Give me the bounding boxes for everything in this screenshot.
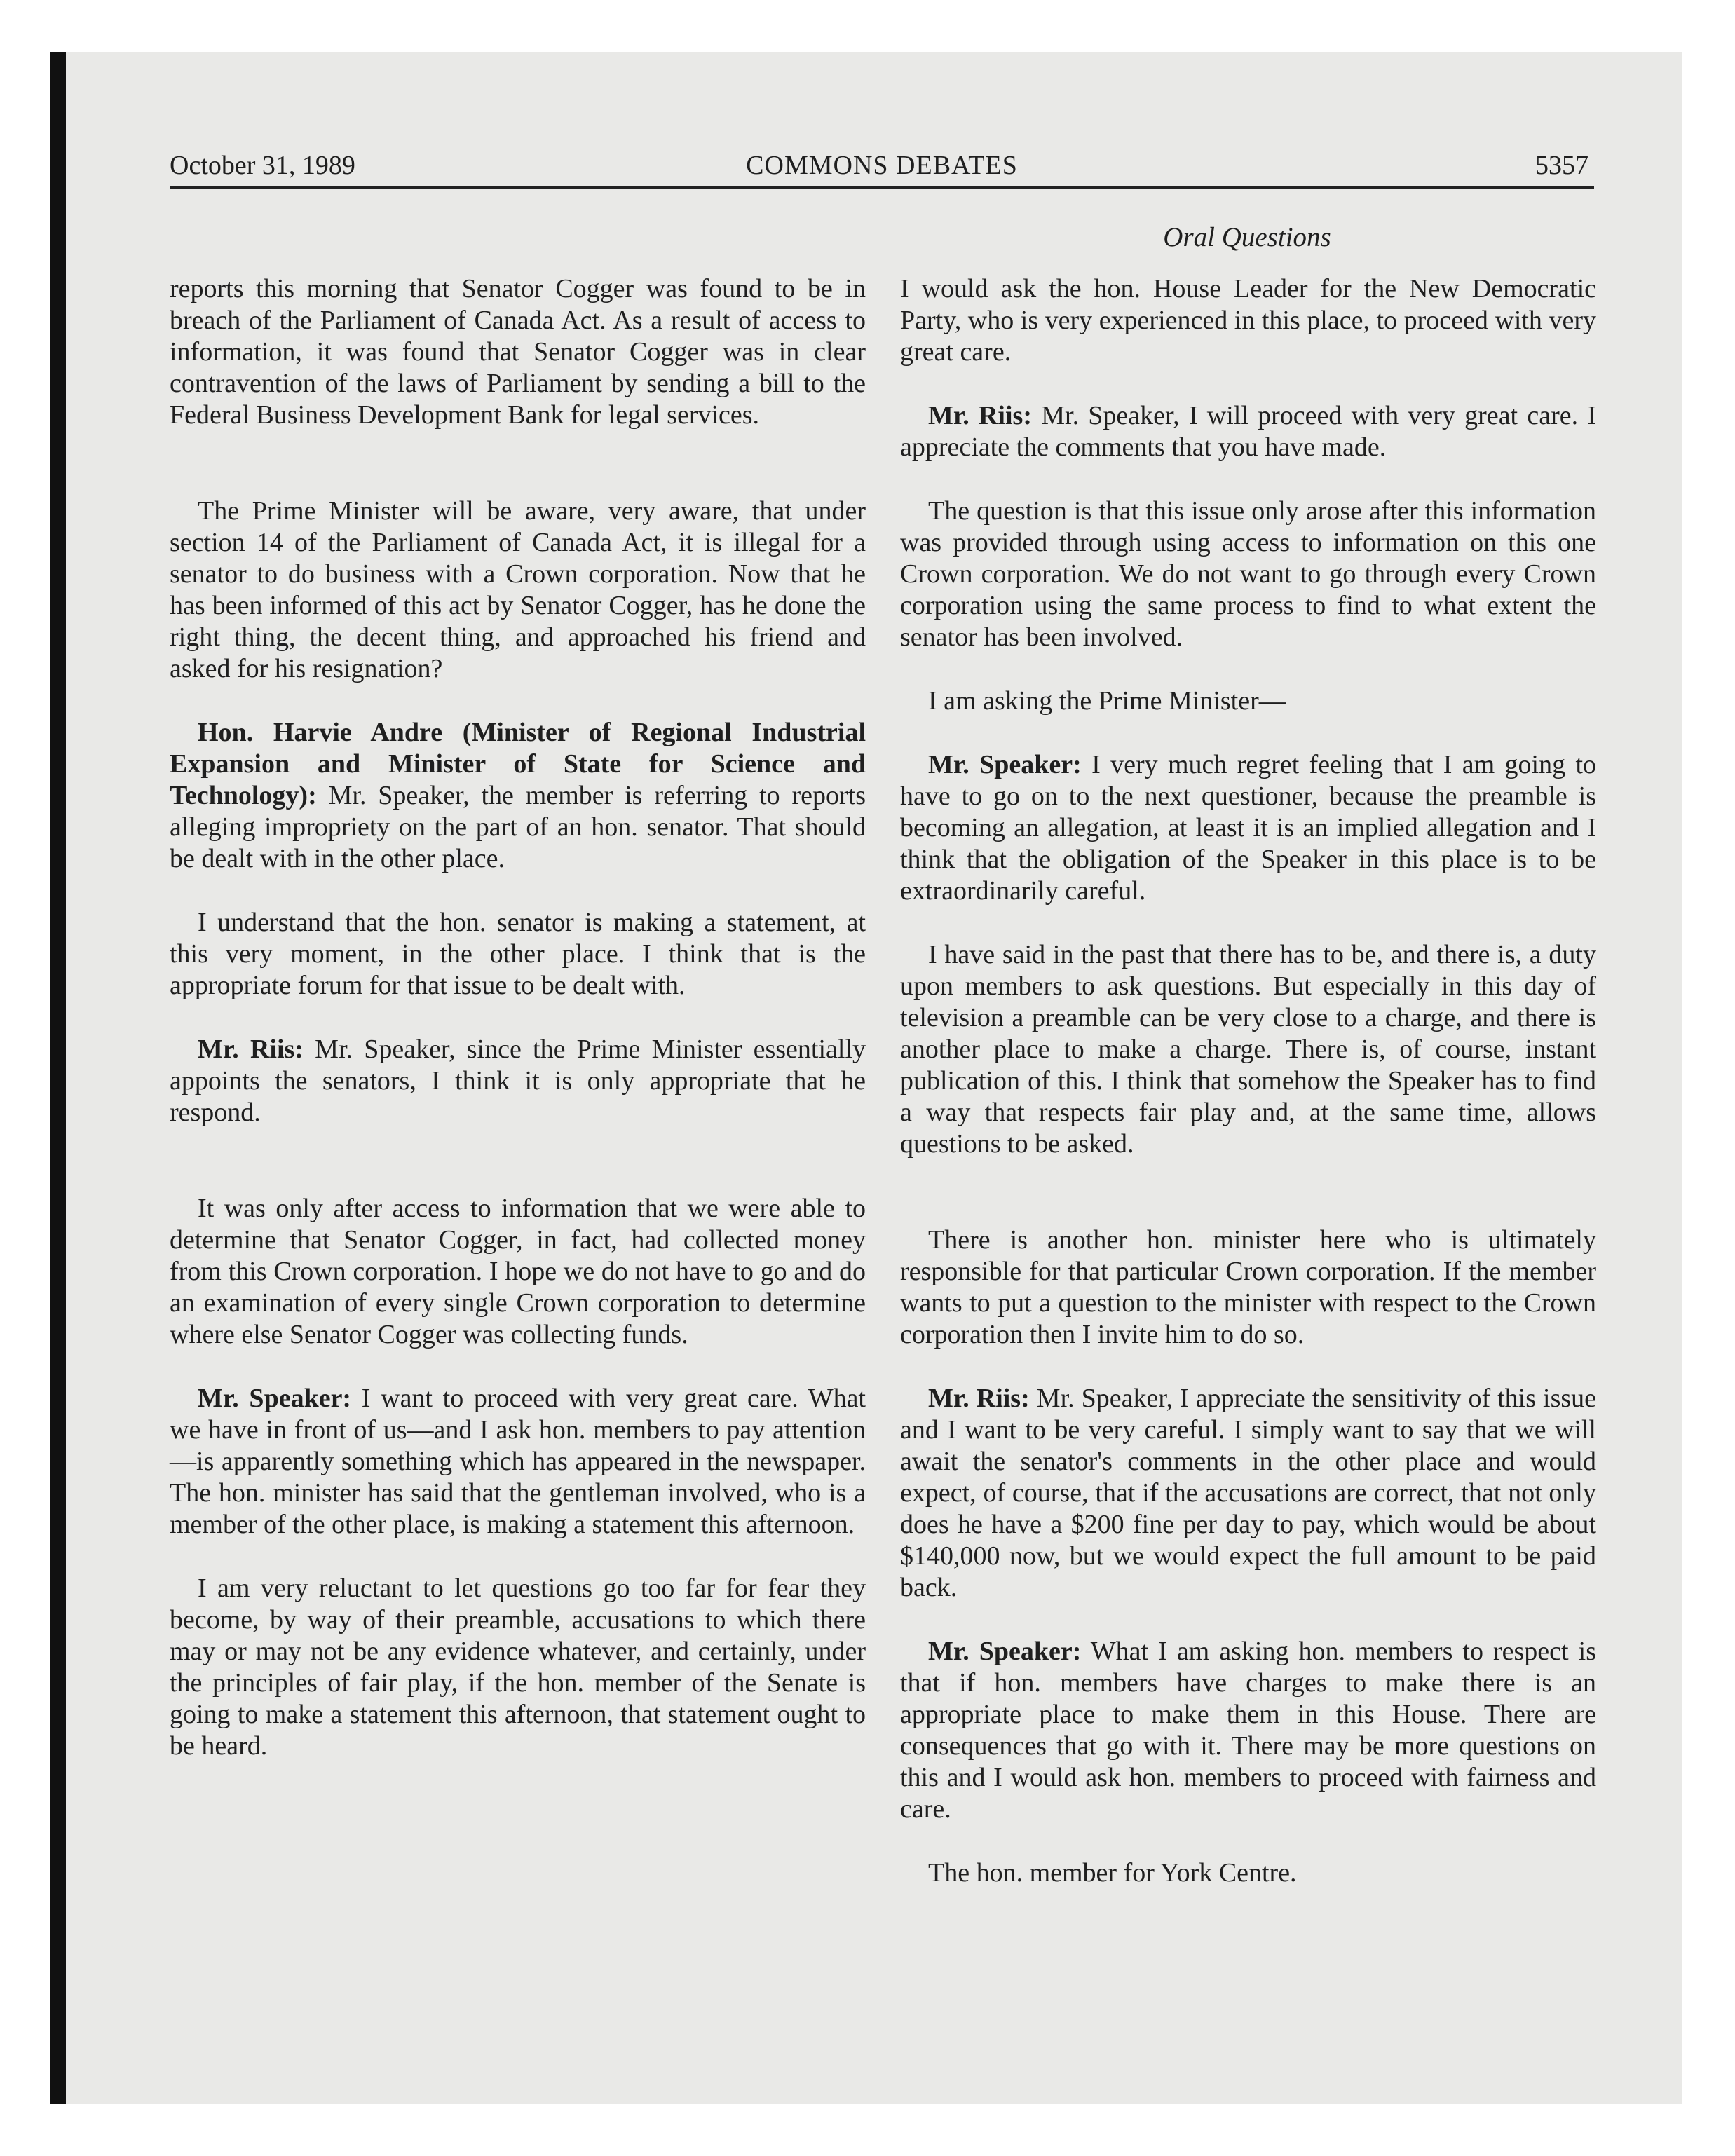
paragraph-text: reports this morning that Senator Cogger was found to be in breach of the Parliament of Canada Act. As a result of access to information, it was found that Senator Cogger was in clear contravention of the laws of Parliament by sending a bill to the Federal Business Development Bank for legal services. xyxy=(170,274,866,430)
paragraph-text: Mr. Speaker, since the Prime Minister essentially appoints the senators, I think it is only appropriate that he respond. xyxy=(170,1035,866,1127)
paragraph xyxy=(900,749,1596,907)
paragraph-text: I very much regret feeling that I am going to have to go on to the next questioner, because the preamble is becoming an allegation, at least it is an implied allegation and I think that the obligation of the Speaker in this place is to be extraordinarily careful. xyxy=(900,750,1597,906)
paragraph xyxy=(170,496,866,685)
header-title: COMMONS DEBATES xyxy=(746,151,1018,180)
paragraph-text: I understand that the hon. senator is making a statement, at this very moment, in the other place. I think that is the appropriate forum for that issue to be dealt with. xyxy=(170,908,866,1000)
paragraph-text: The Prime Minister will be aware, very aware, that under section 14 of the Parliament of Canada Act, it is illegal for a senator to do business with a Crown corporation. Now that he has been informed of this act by Senator Cogger, has he done the right thing, the decent thing, and approached his friend and asked for his resignation? xyxy=(170,496,866,683)
paragraph-text: I want to proceed with very great care. What we have in front of us—and I ask hon. members to pay attention—is apparently something which has appeared in the newspaper. The hon. minister has said that the gentleman involved, who is a member of the other place, is making a statement this afternoon. xyxy=(170,1384,866,1539)
paragraph xyxy=(170,1193,866,1351)
speaker-name: Mr. Riis: xyxy=(928,1384,1030,1413)
paragraph xyxy=(900,273,1596,368)
speaker-name: Mr. Speaker: xyxy=(928,1637,1082,1666)
paragraph xyxy=(170,1383,866,1541)
paragraph-text: Mr. Speaker, I appreciate the sensitivity of this issue and I want to be very careful. I simply want to say that we will await the senator's comments in the other place and would expect, of course, that if the accusations are correct, that not only does he have a $200 fine per day to pay, which would be about $140,000 now, but we would expect the full amount to be paid back. xyxy=(900,1384,1597,1602)
left-column xyxy=(170,273,866,1794)
paragraph xyxy=(900,400,1596,463)
paragraph-text: The question is that this issue only arose after this information was provided through using access to information on this one Crown corporation. We do not want to go through every Crown corporation using the same process to find to what extent the senator has been involved. xyxy=(900,496,1596,652)
paragraph xyxy=(170,907,866,1002)
paragraph-text: I would ask the hon. House Leader for the New Democratic Party, who is very experienced in this place, to proceed with very great care. xyxy=(900,274,1596,367)
header-page-number: 5357 xyxy=(1535,151,1588,180)
paragraph xyxy=(170,1573,866,1762)
right-column xyxy=(900,273,1596,1921)
paragraph xyxy=(900,1224,1596,1351)
paragraph-text: The hon. member for York Centre. xyxy=(928,1858,1297,1888)
speaker-name: Mr. Riis: xyxy=(928,401,1032,430)
paragraph-text: What I am asking hon. members to respect is that if hon. members have charges to make there is an appropriate place to make them in this House. There are consequences that go with it. There may be more questions on this and I would ask hon. members to proceed with fairness and care. xyxy=(900,1637,1596,1824)
paragraph xyxy=(900,496,1596,653)
paragraph-text: Mr. Speaker, I will proceed with very great care. I appreciate the comments that you have made. xyxy=(900,401,1596,462)
paragraph-text: There is another hon. minister here who is ultimately responsible for that particular Crown corporation. If the member wants to put a question to the minister with respect to the Crown corporation then I invite him to do so. xyxy=(900,1225,1596,1349)
page-header xyxy=(170,144,1594,189)
paragraph xyxy=(900,1383,1596,1604)
paragraph xyxy=(900,939,1596,1160)
paragraph-text: It was only after access to information that we were able to determine that Senator Cogger, in fact, had collected money from this Crown corporation. I hope we do not have to go and do an examination of every single Crown corporation to determine where else Senator Cogger was collecting funds. xyxy=(170,1194,866,1349)
speaker-name: Hon. Harvie Andre (Minister of Regional Industrial Expansion and Minister of State for Science and Technology): xyxy=(170,718,866,810)
section-label: Oral Questions xyxy=(1163,222,1331,252)
paragraph xyxy=(900,1636,1596,1825)
speaker-name: Mr. Riis: xyxy=(198,1035,304,1064)
speaker-name: Mr. Speaker: xyxy=(198,1384,352,1413)
header-date: October 31, 1989 xyxy=(170,151,355,180)
paragraph xyxy=(170,1034,866,1128)
paragraph xyxy=(170,273,866,431)
paragraph-text: Mr. Speaker, the member is referring to reports alleging impropriety on the part of an hon. senator. That should be dealt with in the other place. xyxy=(170,781,866,873)
paragraph xyxy=(900,1857,1596,1889)
paragraph-text: I am very reluctant to let questions go too far for fear they become, by way of their preamble, accusations to which there may or may not be any evidence whatever, and certainly, under the principles of fair play, if the hon. member of the Senate is going to make a statement this afternoon, that statement ought to be heard. xyxy=(170,1574,866,1761)
paragraph-text: I am asking the Prime Minister— xyxy=(928,686,1286,716)
paragraph xyxy=(900,685,1596,717)
paragraph xyxy=(170,717,866,875)
binding-edge xyxy=(50,52,66,2104)
speaker-name: Mr. Speaker: xyxy=(928,750,1082,779)
paragraph-text: I have said in the past that there has to be, and there is, a duty upon members to ask questions. But especially in this day of television a preamble can be very close to a charge, and there is another place to make a charge. There is, of course, instant publication of this. I think that somehow the Speaker has to find a way that respects fair play and, at the same time, allows questions to be asked. xyxy=(900,940,1596,1159)
